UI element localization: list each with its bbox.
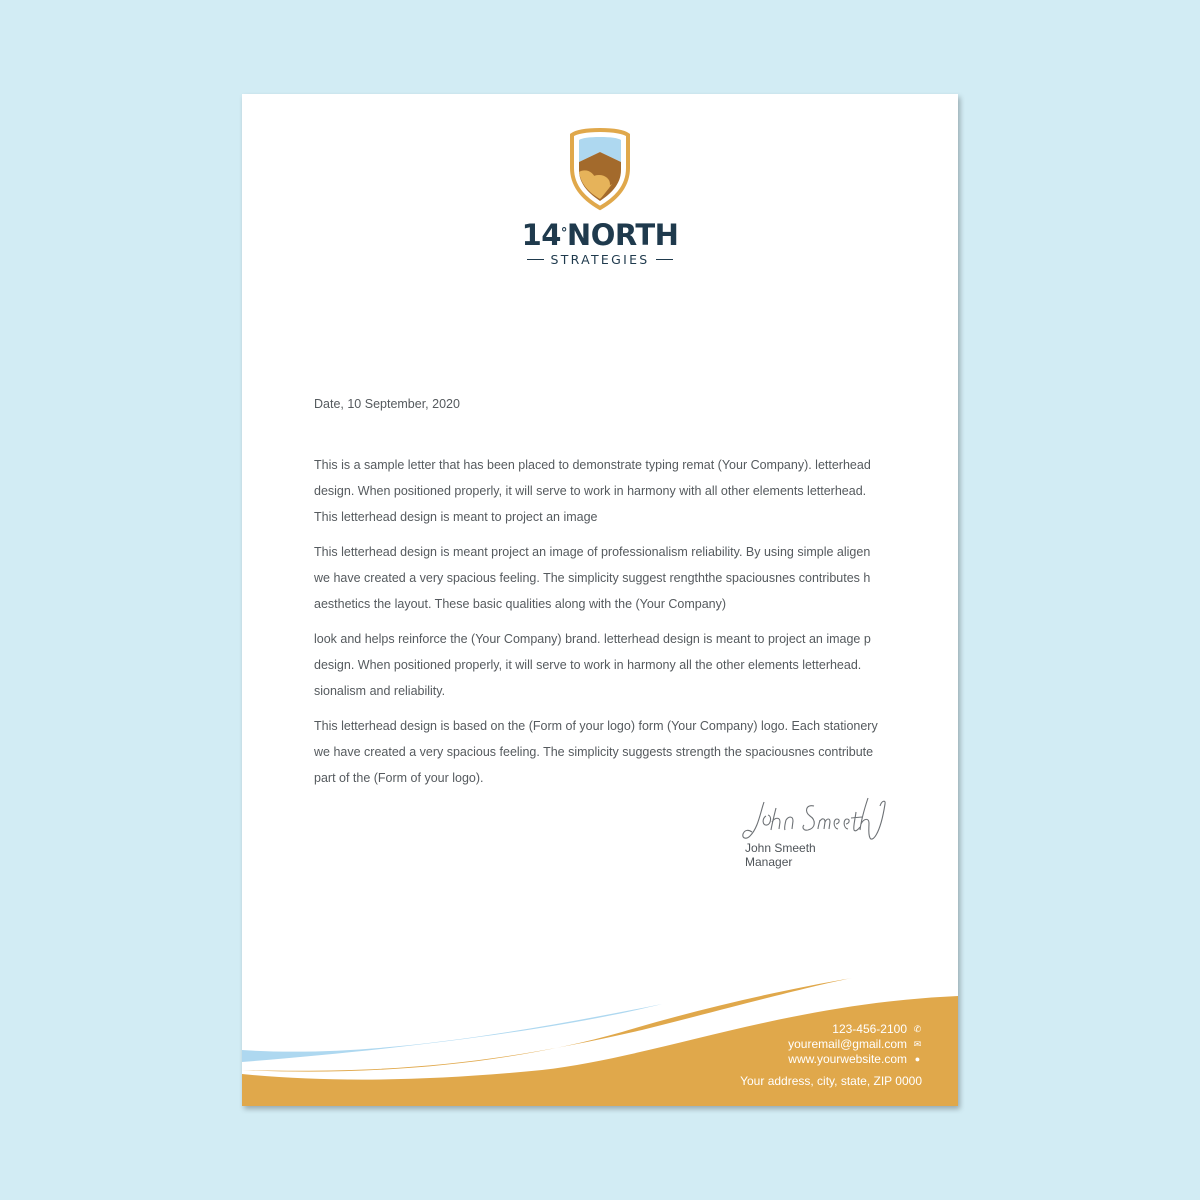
body-line: we have created a very spacious feeling. The simplicity suggest rengththe spaciousnes contributes h [314,571,871,585]
brand-name [242,220,958,250]
mail-icon: ✉ [913,1038,922,1049]
body-line: This letterhead design is based on the (Form of your logo) form (Your Company) logo. Each stationery [314,719,878,733]
letter-body [314,452,894,800]
tagline-text: STRATEGIES [550,252,650,267]
letter-date: Date, 10 September, 2020 [314,397,460,411]
website-text: www.yourwebsite.com [788,1052,907,1066]
handwritten-signature [740,794,890,844]
tagline-rule-left [527,259,544,260]
body-line: design. When positioned properly, it will serve to work in harmony all the other elements letterhead. [314,658,862,672]
signatory-name: John Smeeth [745,841,816,855]
body-line: sionalism and reliability. [314,684,446,698]
globe-icon: ● [914,1053,921,1064]
footer-website [622,1052,922,1066]
paragraph-1 [314,452,894,530]
brand-tagline [242,252,958,267]
company-logo [242,128,958,267]
shield-logo-icon [568,128,632,212]
brand-number: 14 [521,218,561,252]
body-line: we have created a very spacious feeling. The simplicity suggests strength the spaciousnes contribute [314,745,874,759]
footer-phone [622,1022,922,1036]
body-line: This is a sample letter that has been placed to demonstrate typing remat (Your Company). letterhead [314,458,871,472]
tagline-rule-right [656,259,673,260]
body-line: This letterhead design is meant project an image of professionalism reliability. By using simple aligen [314,545,871,559]
phone-text: 123-456-2100 [832,1022,907,1036]
letterhead-sheet [242,94,958,1106]
body-line: This letterhead design is meant to project an image [314,510,598,524]
brand-word: NORTH [566,218,679,252]
signatory [745,841,816,869]
body-line: aesthetics the layout. These basic qualities along with the (Your Company) [314,597,727,611]
paragraph-3 [314,626,894,704]
body-line: design. When positioned properly, it will serve to work in harmony with all other elements letterhead. [314,484,867,498]
brand-degree: ° [560,226,567,241]
signatory-title: Manager [745,855,793,869]
body-line: look and helps reinforce the (Your Company) brand. letterhead design is meant to project an image p [314,632,871,646]
phone-icon: ✆ [913,1023,922,1034]
paragraph-2 [314,539,894,617]
body-line: part of the (Form of your logo). [314,771,484,785]
footer-email [622,1037,922,1051]
paragraph-4 [314,713,894,791]
email-text: youremail@gmail.com [788,1037,907,1051]
footer-address: Your address, city, state, ZIP 0000 [740,1074,922,1088]
